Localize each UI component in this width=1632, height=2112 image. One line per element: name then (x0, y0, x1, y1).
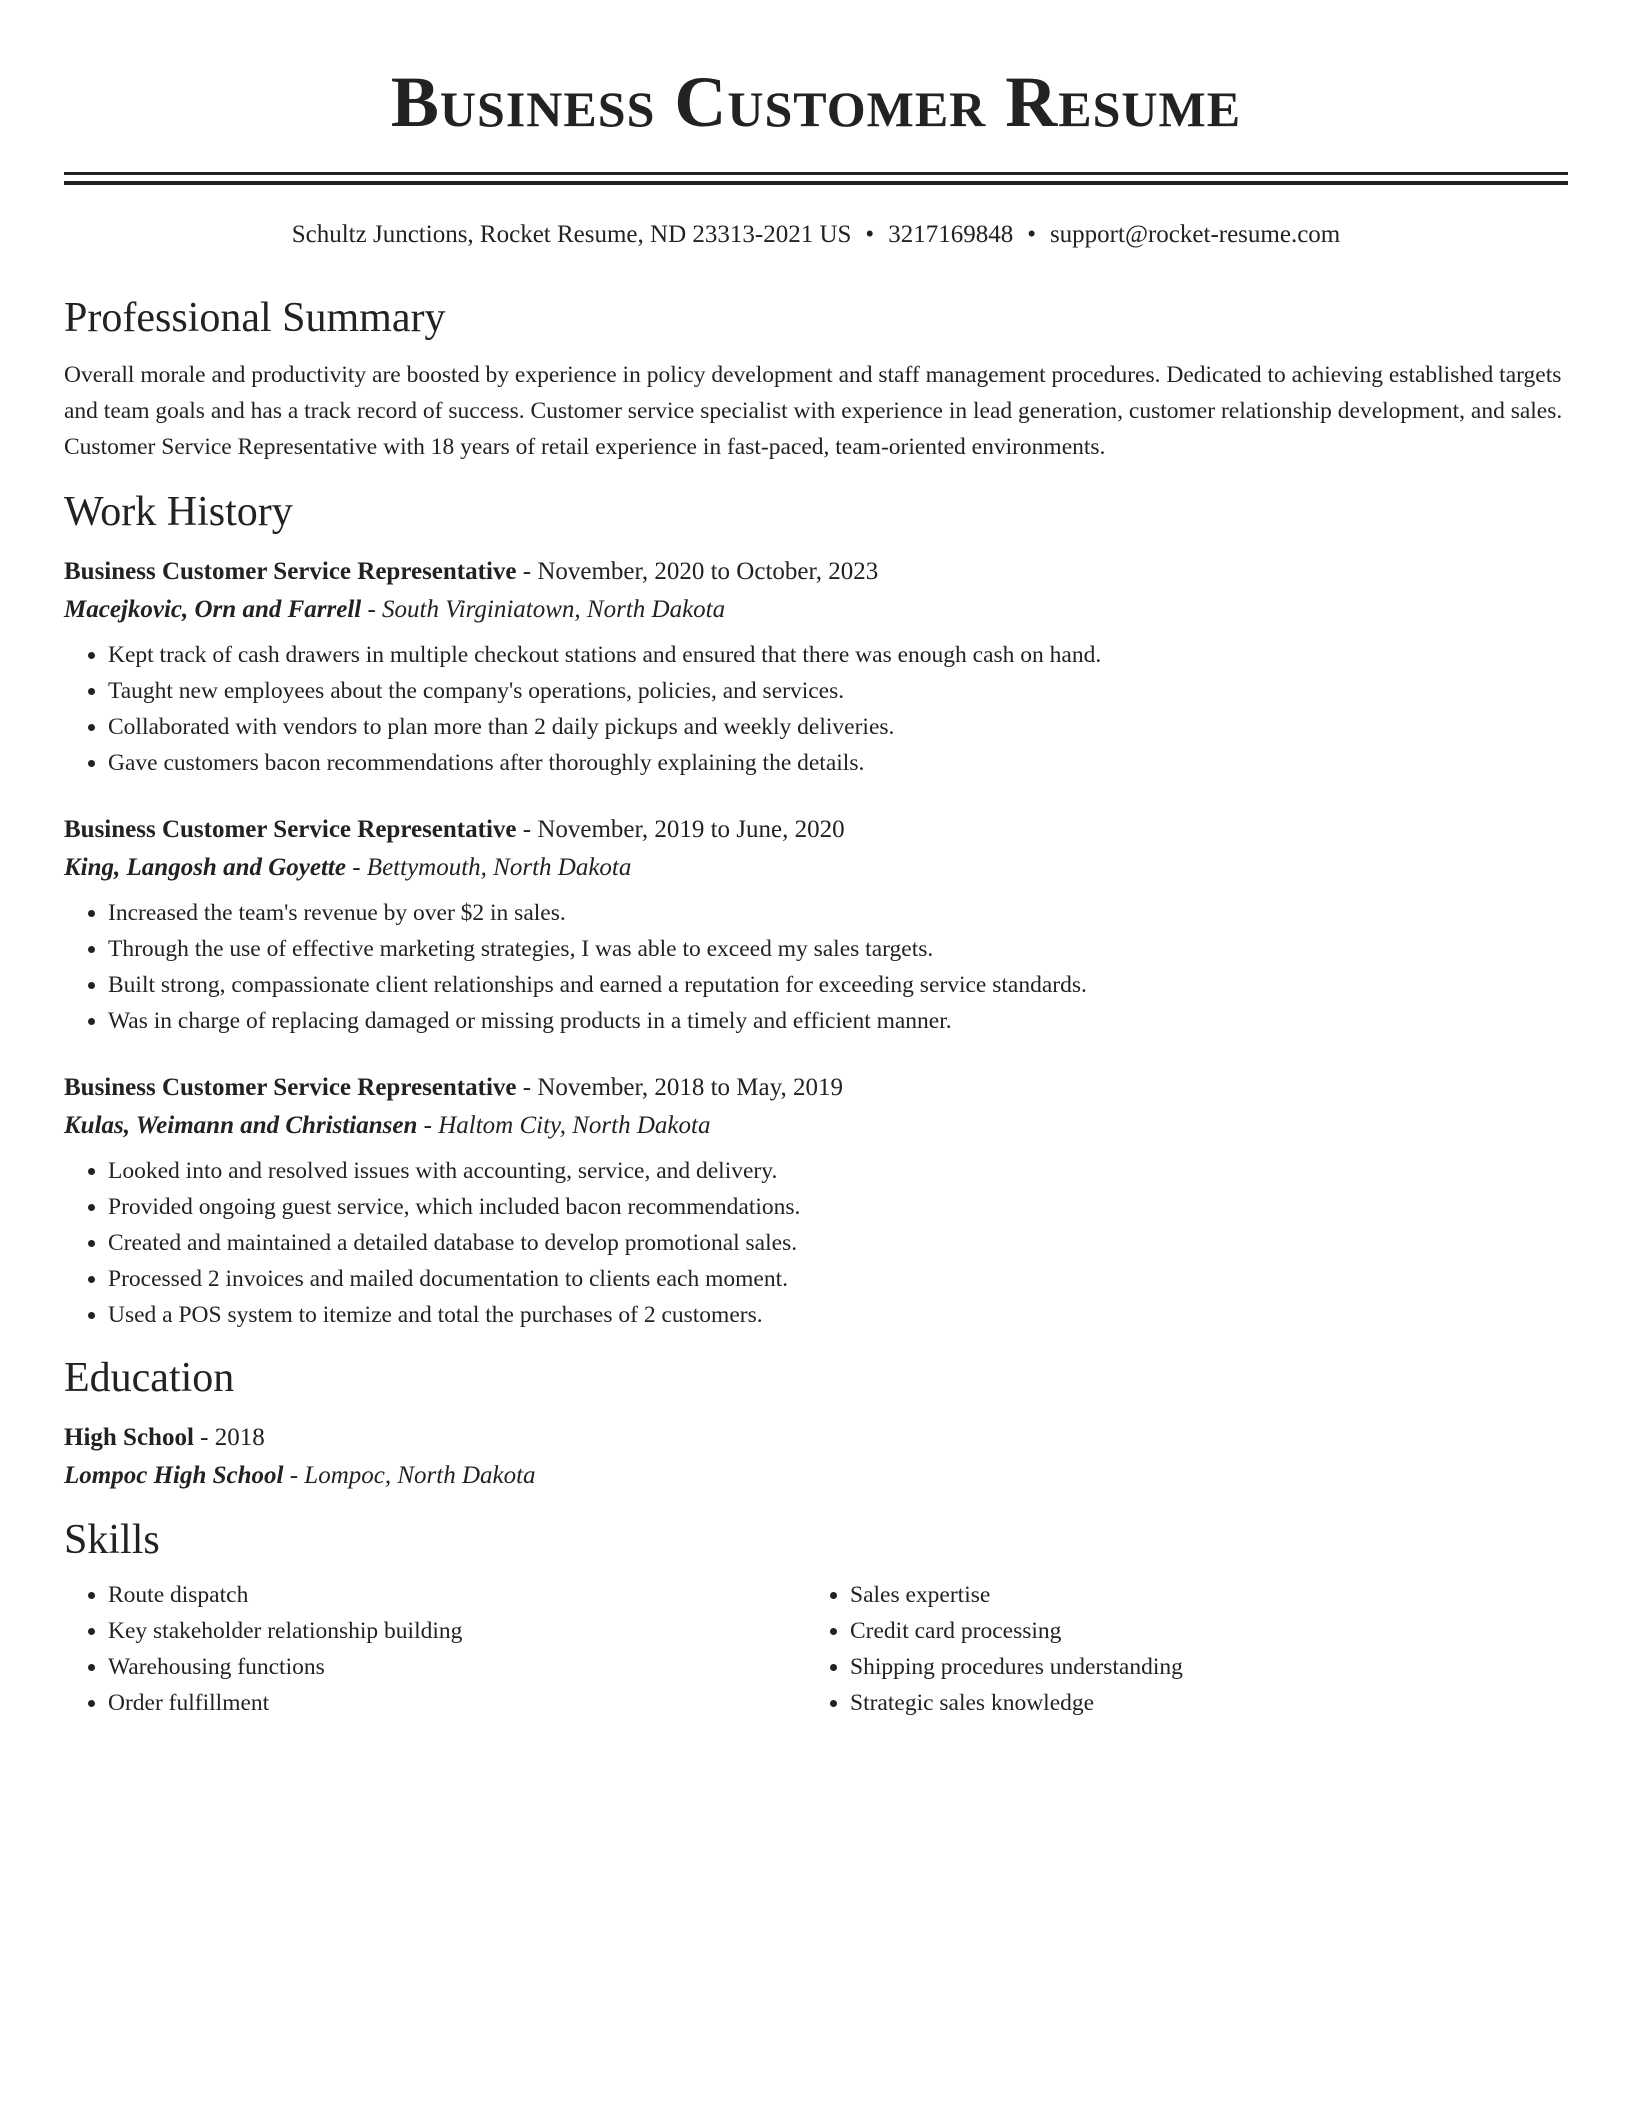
skill-item: • Strategic sales knowledge (850, 1685, 1548, 1721)
job-location: - South Virginiatown, North Dakota (361, 596, 726, 623)
job-role: Business Customer Service Representative (64, 558, 517, 585)
job-bullet: • Through the use of effective marketing strategies, I was able to exceed my sales targets. (108, 931, 1568, 967)
skill-item: • Order fulfillment (108, 1685, 806, 1721)
skills-grid (64, 1577, 1568, 1721)
skill-item: • Credit card processing (850, 1613, 1548, 1649)
education-location: - Lompoc, North Dakota (283, 1462, 536, 1489)
job-bullet: • Collaborated with vendors to plan more than 2 daily pickups and weekly deliveries. (108, 709, 1568, 745)
job-bullet: • Created and maintained a detailed database to develop promotional sales. (108, 1225, 1568, 1261)
summary-heading: Professional Summary (64, 295, 446, 341)
education-school-line (64, 1457, 1568, 1495)
skills-column-left (64, 1577, 806, 1721)
contact-line (64, 219, 1568, 251)
job-bullet: • Gave customers bacon recommendations after thoroughly explaining the details. (108, 745, 1568, 781)
skills-column-right (806, 1577, 1548, 1721)
job-company-line (64, 1107, 1568, 1145)
title-divider-top (64, 172, 1568, 175)
skills-heading: Skills (64, 1517, 160, 1563)
job-title-line (64, 553, 1568, 591)
job-bullets (64, 895, 1568, 1039)
job-role: Business Customer Service Representative (64, 1074, 517, 1101)
job-entry (64, 811, 1568, 1039)
skill-item: • Route dispatch (108, 1577, 806, 1613)
contact-email: support@rocket-resume.com (1049, 221, 1341, 248)
job-bullet: • Looked into and resolved issues with accounting, service, and delivery. (108, 1153, 1568, 1189)
job-bullets (64, 637, 1568, 781)
contact-phone: 3217169848 (888, 221, 1014, 248)
skill-item: • Key stakeholder relationship building (108, 1613, 806, 1649)
contact-separator: • (1027, 221, 1036, 248)
contact-separator: • (865, 221, 875, 248)
job-location: - Bettymouth, North Dakota (345, 854, 632, 881)
job-bullet: • Was in charge of replacing damaged or missing products in a timely and efficient manner. (108, 1003, 1568, 1039)
job-bullet: • Processed 2 invoices and mailed documentation to clients each moment. (108, 1261, 1568, 1297)
resume-title: Business Customer Resume (390, 62, 1242, 142)
job-entry (64, 553, 1568, 781)
job-bullet: • Used a POS system to itemize and total the purchases of 2 customers. (108, 1297, 1568, 1333)
title-divider-bottom (64, 181, 1568, 185)
education-degree-line (64, 1419, 1568, 1457)
job-location: - Haltom City, North Dakota (417, 1112, 711, 1139)
summary-text: Overall morale and productivity are boosted by experience in policy development and staff management procedures. Dedicated to achieving established targets and team goals and has a track record of success. Customer service specialist with experience in lead generation, customer relationship development, and sales. Customer Service Representative with 18 years of retail experience in fast-paced, team-oriented environments. (64, 362, 1563, 460)
job-dates: - November, 2018 to May, 2019 (516, 1074, 843, 1101)
job-bullets (64, 1153, 1568, 1333)
work-history-heading: Work History (64, 489, 293, 535)
education-degree: High School (64, 1424, 194, 1451)
education-heading: Education (64, 1355, 235, 1401)
job-bullet: • Built strong, compassionate client relationships and earned a reputation for exceeding service standards. (108, 967, 1568, 1003)
job-company-line (64, 591, 1568, 629)
job-bullet: • Kept track of cash drawers in multiple checkout stations and ensured that there was enough cash on hand. (108, 637, 1568, 673)
education-school: Lompoc High School (64, 1462, 284, 1489)
contact-address: Schultz Junctions, Rocket Resume, ND 23313-2021 US (291, 221, 852, 248)
job-bullet: • Increased the team's revenue by over $2 in sales. (108, 895, 1568, 931)
skill-item: • Sales expertise (850, 1577, 1548, 1613)
education-year: - 2018 (193, 1424, 265, 1451)
job-company: Kulas, Weimann and Christiansen (64, 1112, 418, 1139)
skill-item: • Shipping procedures understanding (850, 1649, 1548, 1685)
job-bullet: • Provided ongoing guest service, which included bacon recommendations. (108, 1189, 1568, 1225)
job-company: Macejkovic, Orn and Farrell (64, 596, 362, 623)
job-title-line (64, 1069, 1568, 1107)
job-entry (64, 1069, 1568, 1333)
job-dates: - November, 2019 to June, 2020 (516, 816, 845, 843)
job-bullet: • Taught new employees about the company's operations, policies, and services. (108, 673, 1568, 709)
job-company: King, Langosh and Goyette (64, 854, 346, 881)
job-role: Business Customer Service Representative (64, 816, 517, 843)
job-title-line (64, 811, 1568, 849)
job-company-line (64, 849, 1568, 887)
skill-item: • Warehousing functions (108, 1649, 806, 1685)
job-dates: - November, 2020 to October, 2023 (516, 558, 879, 585)
